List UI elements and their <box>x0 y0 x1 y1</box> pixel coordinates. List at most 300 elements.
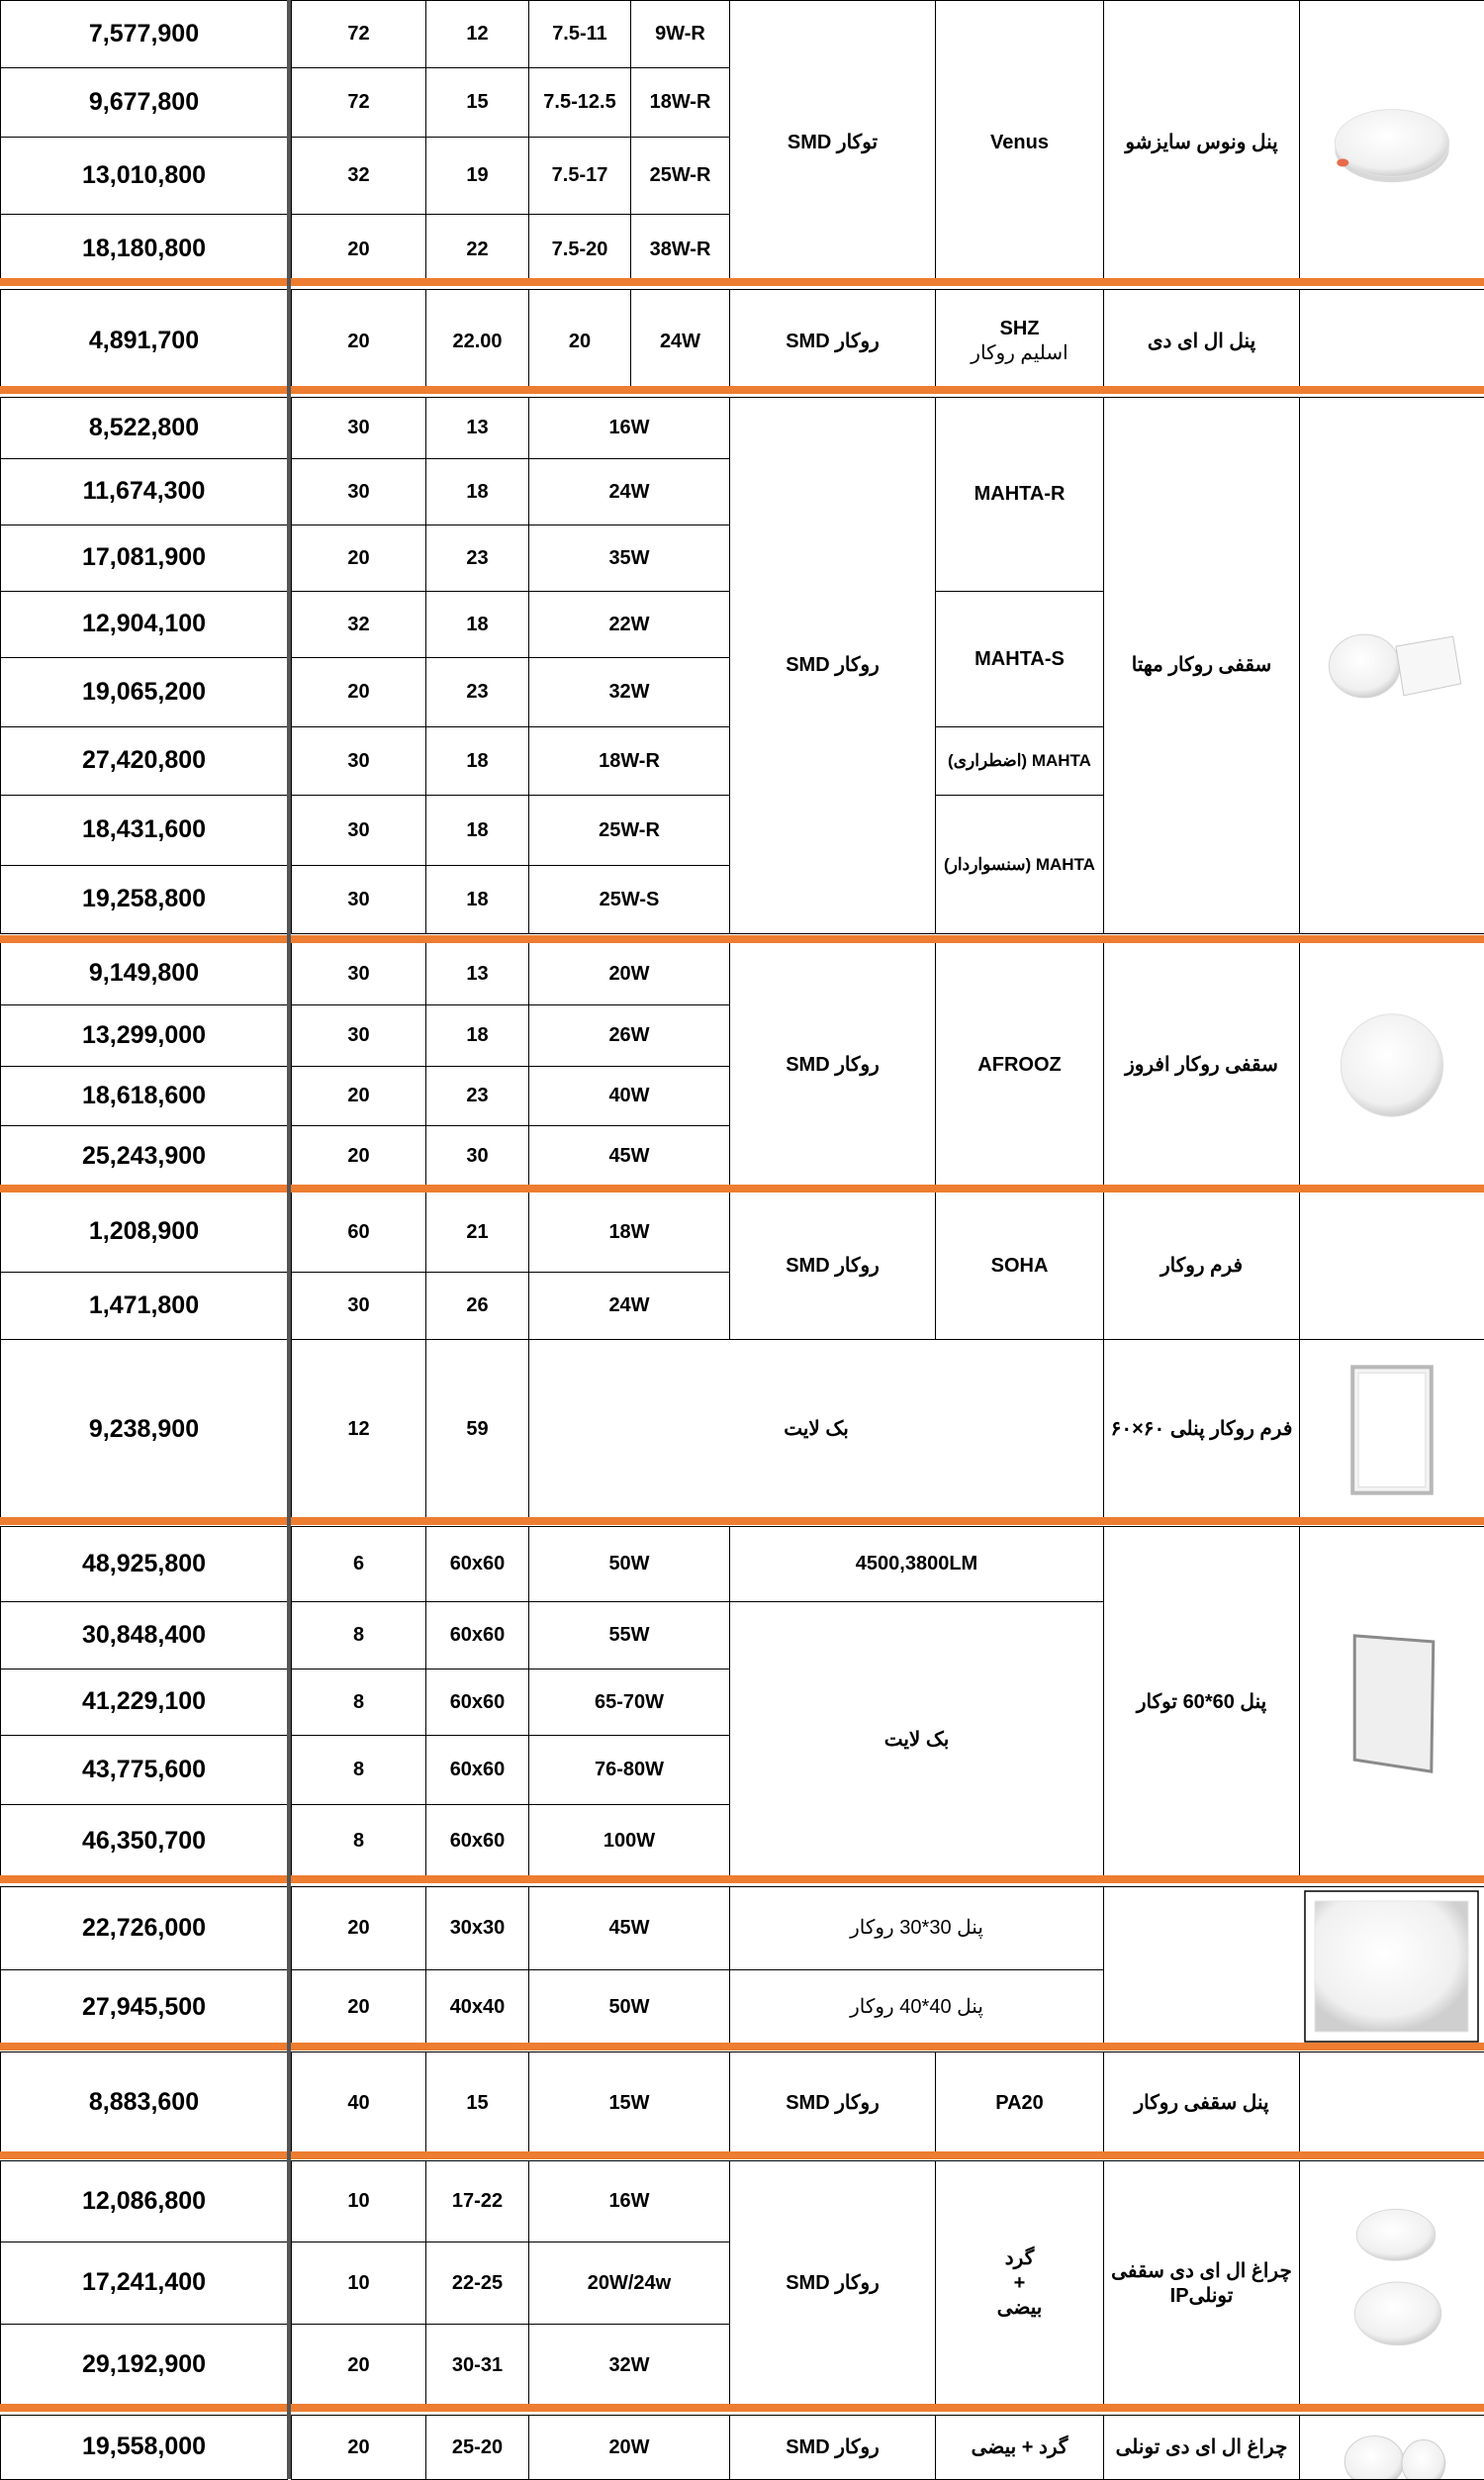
pack-qty-cell-text: 30 <box>347 417 370 438</box>
tunnel-lamp-icon <box>1300 2416 1484 2480</box>
pack-qty-cell-text: 20 <box>347 1085 370 1106</box>
model-cell <box>935 0 1104 285</box>
cutout-cell <box>425 1804 529 1878</box>
price-cell-text: 19,558,000 <box>81 2432 207 2461</box>
model-cell-text: MAHTA (اضطراری) <box>948 751 1091 771</box>
pack-qty-cell-text: 30 <box>347 1024 370 1046</box>
cutout-cell-text: 30x30 <box>449 1917 506 1939</box>
description-cell <box>729 1526 1104 1602</box>
product-name-cell-text: چراغ ال ای دی سقفی تونلیIP <box>1111 2259 1292 2307</box>
wattage-cell <box>528 942 730 1005</box>
description-cell <box>729 1886 1104 1970</box>
product-image-cell <box>1299 2051 1484 2154</box>
price-cell <box>0 1004 288 1067</box>
pack-qty-cell <box>291 865 426 934</box>
group-separator <box>0 2043 1484 2051</box>
cutout-cell <box>425 2415 529 2480</box>
wattage-cell <box>528 1886 730 1970</box>
model-cell <box>935 2051 1104 2154</box>
price-cell-text: 19,258,800 <box>81 885 207 913</box>
cutout-cell-text: 18 <box>466 480 489 503</box>
pack-qty-cell <box>291 137 426 215</box>
price-cell-text: 13,299,000 <box>81 1020 207 1049</box>
wattage-cell-text: 32W <box>608 681 650 703</box>
pack-qty-cell <box>291 942 426 1005</box>
cutout-cell-text: 18 <box>466 1024 489 1046</box>
price-cell <box>0 214 288 285</box>
cutout-cell <box>425 2324 529 2407</box>
group-separator <box>0 1875 1484 1883</box>
wattage-cell-text: 38W-R <box>649 238 711 260</box>
cutout-cell-text: 17-22 <box>451 2190 504 2212</box>
product-name-cell <box>1103 397 1300 934</box>
cutout-cell <box>425 1339 529 1520</box>
cutout-cell <box>425 1669 529 1736</box>
square-panel-icon <box>1300 1527 1484 1878</box>
pack-qty-cell <box>291 1272 426 1340</box>
pack-qty-cell <box>291 1192 426 1273</box>
price-cell-text: 19,065,200 <box>81 677 207 706</box>
wattage-cell-text: 32W <box>608 2353 650 2376</box>
wattage-cell-text: 18W-R <box>599 749 660 772</box>
oval-ceiling-lamp-icon <box>1300 2161 1484 2407</box>
cutout-cell <box>425 1272 529 1340</box>
wattage-cell <box>630 289 730 394</box>
product-name-cell-text: سقفی روکار افروز <box>1125 1053 1278 1076</box>
size-cell-text: 20 <box>568 330 592 352</box>
product-image-cell <box>1299 1339 1484 1520</box>
cutout-cell <box>425 1526 529 1602</box>
model-cell <box>935 2415 1104 2480</box>
cutout-cell-text: 18 <box>466 749 489 772</box>
cutout-cell <box>425 2160 529 2242</box>
wattage-cell <box>528 657 730 727</box>
cutout-cell <box>425 214 529 285</box>
price-cell <box>0 1886 288 1970</box>
product-name-cell <box>1103 942 1300 1188</box>
price-cell-text: 22,726,000 <box>81 1913 207 1942</box>
pack-qty-cell-text: 30 <box>347 1294 370 1316</box>
round-and-square-panel-icon <box>1300 398 1484 934</box>
pack-qty-cell <box>291 726 426 796</box>
product-name-cell <box>1103 1526 1300 1878</box>
wattage-cell <box>528 1969 730 2046</box>
price-cell <box>0 2051 288 2154</box>
description-cell-text: بک لایت <box>883 1728 950 1751</box>
mount-type-cell-text: روکار SMD <box>786 1254 880 1277</box>
product-name-cell <box>1103 2415 1300 2480</box>
price-cell-text: 1,471,800 <box>88 1290 200 1319</box>
round-ceiling-icon <box>1300 943 1484 1188</box>
size-cell-text: 7.5-17 <box>551 164 608 186</box>
cutout-cell-text: 13 <box>466 962 489 985</box>
description-cell-text: پنل 40*40 روکار <box>850 1996 983 2018</box>
wattage-cell <box>528 1804 730 1878</box>
cutout-cell <box>425 1066 529 1126</box>
product-name-cell-text: چراغ ال ای دی تونلی <box>1115 2435 1288 2458</box>
pack-qty-cell-text: 30 <box>347 818 370 841</box>
wattage-cell <box>528 397 730 459</box>
wattage-cell <box>528 1669 730 1736</box>
description-cell-text: پنل 30*30 روکار <box>850 1917 983 1939</box>
wattage-cell-text: 24W <box>659 330 701 352</box>
cutout-cell-text: 23 <box>466 1085 489 1106</box>
cutout-cell <box>425 942 529 1005</box>
wattage-cell <box>528 2415 730 2480</box>
wattage-cell-text: 76-80W <box>594 1759 665 1780</box>
model-cell <box>935 397 1104 592</box>
product-name-cell <box>1103 0 1300 285</box>
mount-type-cell-text: روکار SMD <box>786 654 880 676</box>
cutout-cell <box>425 657 529 727</box>
pack-qty-cell-text: 30 <box>347 749 370 772</box>
model-cell-text: گرد + بیضی <box>971 2435 1068 2458</box>
price-cell <box>0 2415 288 2480</box>
wattage-cell-text: 25W-R <box>649 164 711 186</box>
cutout-cell <box>425 726 529 796</box>
wattage-cell-text: 24W <box>608 1294 650 1316</box>
product-image-cell <box>1103 1886 1484 2046</box>
wattage-cell-text: 15W <box>608 2091 650 2114</box>
cutout-cell-text: 26 <box>466 1294 489 1316</box>
description-cell <box>729 1969 1104 2046</box>
cutout-cell-text: 25-20 <box>451 2435 504 2458</box>
product-name-cell-text: پنل ال ای دی <box>1147 330 1256 352</box>
price-cell-text: 12,904,100 <box>81 610 207 638</box>
price-cell <box>0 865 288 934</box>
price-cell-text: 27,945,500 <box>81 1992 207 2021</box>
pack-qty-cell <box>291 2415 426 2480</box>
size-cell <box>528 214 631 285</box>
model-cell <box>935 795 1104 934</box>
wattage-cell-text: 25W-R <box>599 818 660 841</box>
cutout-cell <box>425 67 529 138</box>
price-cell-text: 8,522,800 <box>88 413 200 441</box>
group-separator <box>0 1185 1484 1192</box>
mount-type-cell-text: روکار SMD <box>786 2272 880 2294</box>
round-panel-icon <box>1300 1 1484 285</box>
model-cell-text: PA20 <box>995 2091 1044 2114</box>
cutout-cell-text: 21 <box>466 1220 489 1243</box>
cutout-cell <box>425 591 529 658</box>
price-cell <box>0 1804 288 1878</box>
pack-qty-cell-text: 12 <box>347 1418 370 1440</box>
description-cell-text: 4500,3800LM <box>855 1553 978 1574</box>
model-cell <box>935 942 1104 1188</box>
pack-qty-cell <box>291 1004 426 1067</box>
product-name-cell <box>1103 1192 1300 1340</box>
cutout-cell-text: 60x60 <box>449 1690 506 1713</box>
group-separator <box>0 1517 1484 1525</box>
wattage-cell-text: 9W-R <box>655 23 705 45</box>
price-cell-text: 48,925,800 <box>81 1549 207 1577</box>
cutout-cell-text: 23 <box>466 681 489 703</box>
model-cell-text: SOHA <box>990 1254 1049 1277</box>
cutout-cell-text: 18 <box>466 888 489 910</box>
cutout-cell-text: 60x60 <box>449 1759 506 1780</box>
group-separator <box>0 278 1484 286</box>
pack-qty-cell-text: 20 <box>347 2435 370 2458</box>
pack-qty-cell-text: 20 <box>347 681 370 703</box>
mount-type-cell <box>729 2051 936 2154</box>
price-cell-text: 9,238,900 <box>88 1414 200 1443</box>
wattage-cell-text: 20W <box>608 962 650 985</box>
wattage-cell <box>528 1272 730 1340</box>
model-cell-text: MAHTA-S <box>974 647 1065 670</box>
cutout-cell-text: 23 <box>466 546 489 569</box>
price-cell <box>0 2160 288 2242</box>
price-cell-text: 17,081,900 <box>81 543 207 572</box>
cutout-cell <box>425 2051 529 2154</box>
size-cell <box>528 0 631 68</box>
wattage-cell <box>528 2051 730 2154</box>
pack-qty-cell-text: 72 <box>347 23 370 45</box>
pack-qty-cell-text: 30 <box>347 962 370 985</box>
wattage-cell <box>630 137 730 215</box>
wattage-cell-text: 22W <box>608 613 650 635</box>
pack-qty-cell <box>291 2242 426 2325</box>
model-cell-text: SHZ <box>999 318 1040 339</box>
cutout-cell-text: 18 <box>466 613 489 635</box>
mount-type-cell-text: روکار SMD <box>786 1053 880 1076</box>
price-cell-text: 11,674,300 <box>82 477 206 506</box>
price-cell-text: 4,891,700 <box>88 327 200 355</box>
mount-type-cell <box>729 2160 936 2407</box>
product-name-cell <box>1103 2160 1300 2407</box>
cutout-cell-text: 60x60 <box>449 1624 506 1646</box>
pack-qty-cell <box>291 214 426 285</box>
cutout-cell <box>425 137 529 215</box>
cutout-cell <box>425 2242 529 2325</box>
price-cell-text: 1,208,900 <box>88 1217 200 1246</box>
price-cell-text: 27,420,800 <box>81 746 207 775</box>
cutout-cell-text: 12 <box>466 23 489 45</box>
pack-qty-cell <box>291 458 426 525</box>
pack-qty-cell-text: 32 <box>347 613 370 635</box>
price-cell <box>0 1526 288 1602</box>
cutout-cell <box>425 1735 529 1805</box>
pack-qty-cell <box>291 1526 426 1602</box>
price-cell <box>0 525 288 592</box>
price-cell <box>0 1066 288 1126</box>
cutout-cell-text: 59 <box>466 1418 489 1440</box>
wattage-cell-text: 16W <box>608 2190 650 2212</box>
model-subtitle: اسلیم روکار <box>971 342 1068 364</box>
mount-type-cell <box>729 1192 936 1340</box>
price-cell <box>0 1669 288 1736</box>
model-cell <box>935 2160 1104 2407</box>
cutout-cell <box>425 0 529 68</box>
pack-qty-cell-text: 20 <box>347 330 370 352</box>
price-cell-text: 7,577,900 <box>88 19 200 48</box>
cutout-cell <box>425 397 529 459</box>
model-cell-text: گرد + بیضی <box>996 2247 1043 2319</box>
size-cell <box>528 137 631 215</box>
pack-qty-cell <box>291 795 426 866</box>
wattage-cell-text: 50W <box>608 1553 650 1574</box>
pack-qty-cell <box>291 289 426 394</box>
product-image-cell <box>1299 942 1484 1188</box>
price-cell-text: 18,431,600 <box>81 815 207 844</box>
pack-qty-cell-text: 72 <box>347 91 370 113</box>
size-cell-text: 7.5-12.5 <box>543 91 616 113</box>
price-cell <box>0 1601 288 1669</box>
cutout-cell-text: 15 <box>466 2091 489 2114</box>
square-frame-icon <box>1300 1340 1484 1520</box>
mount-type-cell <box>729 0 936 285</box>
white-square-panel-icon <box>1299 1887 1484 2046</box>
wattage-cell <box>528 865 730 934</box>
pack-qty-cell <box>291 1886 426 1970</box>
model-cell <box>935 1192 1104 1340</box>
pack-qty-cell-text: 20 <box>347 1996 370 2018</box>
wattage-cell-text: 35W <box>608 546 650 569</box>
description-cell-text: بک لایت <box>784 1418 849 1440</box>
wattage-cell <box>528 525 730 592</box>
pack-qty-cell <box>291 1601 426 1669</box>
size-cell-text: 7.5-11 <box>552 23 607 45</box>
wattage-cell <box>528 1004 730 1067</box>
wattage-cell-text: 24W <box>608 480 650 503</box>
wattage-cell <box>528 2324 730 2407</box>
pack-qty-cell <box>291 657 426 727</box>
product-name-cell-text: سقفی روکار مهتا <box>1131 654 1272 676</box>
wattage-cell-text: 45W <box>608 1145 650 1167</box>
wattage-cell-text: 50W <box>608 1996 650 2018</box>
wattage-cell <box>528 1526 730 1602</box>
wattage-cell <box>528 591 730 658</box>
wattage-cell <box>528 2160 730 2242</box>
price-cell <box>0 1192 288 1273</box>
product-image-cell <box>1299 2160 1484 2407</box>
cutout-cell-text: 30 <box>466 1145 489 1167</box>
cutout-cell <box>425 1125 529 1188</box>
pack-qty-cell <box>291 1804 426 1878</box>
price-cell <box>0 137 288 215</box>
product-name-cell-text: فرم روکار <box>1159 1254 1244 1277</box>
pack-qty-cell-text: 60 <box>347 1220 370 1243</box>
mount-type-cell <box>729 942 936 1188</box>
cutout-cell <box>425 525 529 592</box>
pack-qty-cell <box>291 1669 426 1736</box>
cutout-cell <box>425 1004 529 1067</box>
product-name-cell-text: فرم روکار پنلی ۶۰×۶۰ <box>1110 1418 1293 1440</box>
wattage-cell <box>528 1601 730 1669</box>
description-cell <box>528 1339 1104 1520</box>
wattage-cell <box>630 67 730 138</box>
cutout-cell <box>425 1969 529 2046</box>
mount-type-cell <box>729 397 936 934</box>
wattage-cell-text: 18W-R <box>649 91 711 113</box>
cutout-cell <box>425 865 529 934</box>
price-cell-text: 12,086,800 <box>81 2186 207 2215</box>
model-cell <box>935 591 1104 727</box>
price-cell <box>0 289 288 394</box>
wattage-cell-text: 40W <box>608 1085 650 1106</box>
price-cell-text: 17,241,400 <box>81 2268 207 2297</box>
cutout-cell-text: 18 <box>466 818 489 841</box>
product-image-cell <box>1299 1526 1484 1878</box>
price-cell-text: 25,243,900 <box>81 1141 207 1170</box>
wattage-cell-text: 100W <box>603 1830 656 1852</box>
cutout-cell <box>425 289 529 394</box>
product-image-cell <box>1299 397 1484 934</box>
cutout-cell-text: 40x40 <box>449 1996 506 2018</box>
group-separator <box>0 386 1484 394</box>
group-separator <box>0 2404 1484 2412</box>
pack-qty-cell-text: 32 <box>347 164 370 186</box>
cutout-cell <box>425 458 529 525</box>
price-cell-text: 29,192,900 <box>81 2350 207 2379</box>
wattage-cell-text: 26W <box>608 1024 650 1046</box>
price-cell-text: 46,350,700 <box>81 1826 207 1855</box>
wattage-cell-text: 20W <box>608 2435 650 2458</box>
price-cell <box>0 2324 288 2407</box>
wattage-cell <box>528 795 730 866</box>
cutout-cell-text: 30-31 <box>451 2353 504 2376</box>
pack-qty-cell-text: 20 <box>347 1145 370 1167</box>
pack-qty-cell-text: 30 <box>347 480 370 503</box>
price-cell-text: 9,677,800 <box>88 87 200 116</box>
cutout-cell <box>425 1601 529 1669</box>
cutout-cell-text: 15 <box>466 91 489 113</box>
model-cell <box>935 726 1104 796</box>
product-name-cell <box>1103 2051 1300 2154</box>
wattage-cell <box>528 1735 730 1805</box>
price-cell <box>0 458 288 525</box>
product-name-cell-text: پنل 60*60 توکار <box>1136 1690 1267 1713</box>
model-cell-text: MAHTA (سنسواردار) <box>944 854 1095 874</box>
product-image-cell <box>1299 2415 1484 2480</box>
price-cell-text: 18,618,600 <box>81 1081 207 1109</box>
wattage-cell-text: 25W-S <box>599 888 660 910</box>
pack-qty-cell <box>291 1969 426 2046</box>
cutout-cell-text: 22.00 <box>452 330 503 352</box>
pack-qty-cell <box>291 2051 426 2154</box>
wattage-cell <box>630 214 730 285</box>
price-cell-text: 30,848,400 <box>81 1620 207 1649</box>
group-separator <box>0 2151 1484 2159</box>
cutout-cell <box>425 795 529 866</box>
cutout-cell-text: 22 <box>466 238 489 260</box>
pack-qty-cell-text: 8 <box>352 1830 365 1852</box>
price-cell <box>0 397 288 459</box>
product-image-cell <box>1299 1192 1484 1340</box>
price-cell <box>0 591 288 658</box>
size-cell <box>528 67 631 138</box>
mount-type-cell-text: روکار SMD <box>786 2435 880 2458</box>
pack-qty-cell-text: 20 <box>347 1917 370 1939</box>
pack-qty-cell-text: 20 <box>347 238 370 260</box>
wattage-cell <box>528 2242 730 2325</box>
wattage-cell-text: 18W <box>608 1220 650 1243</box>
wattage-cell <box>528 1066 730 1126</box>
price-cell <box>0 1969 288 2046</box>
group-separator <box>0 935 1484 943</box>
mount-type-cell <box>729 2415 936 2480</box>
model-cell-text: Venus <box>990 131 1049 153</box>
price-cell <box>0 1735 288 1805</box>
pack-qty-cell <box>291 2160 426 2242</box>
cutout-cell-text: 19 <box>466 164 489 186</box>
price-cell-text: 9,149,800 <box>88 959 200 988</box>
pack-qty-cell-text: 30 <box>347 888 370 910</box>
product-name-cell <box>1103 289 1300 394</box>
product-name-cell-text: پنل سقفی روکار <box>1134 2091 1269 2114</box>
price-cell-text: 13,010,800 <box>81 160 207 189</box>
pack-qty-cell-text: 10 <box>347 2190 370 2212</box>
description-cell <box>729 1601 1104 1878</box>
